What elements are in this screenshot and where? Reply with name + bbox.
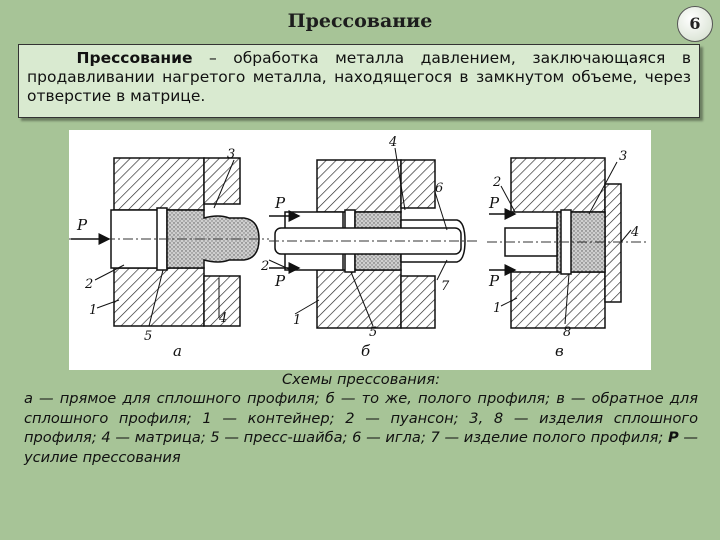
caption-body: [24, 389, 698, 467]
scheme-b: [260, 135, 479, 360]
label-2: 2: [493, 175, 502, 190]
container-part: [114, 158, 204, 210]
caption-title: Схемы прессования:: [281, 371, 440, 388]
label-3: 3: [227, 147, 236, 162]
label-2: 2: [261, 259, 270, 274]
label-8: 8: [563, 325, 572, 340]
label-7: 7: [441, 279, 450, 294]
container-part: [114, 268, 204, 326]
figure-caption: [24, 370, 698, 467]
force-label: P: [77, 216, 88, 234]
force-label: P: [489, 272, 500, 290]
panel-label-b: б: [361, 342, 371, 360]
page-number-badge: 6: [677, 6, 713, 42]
label-5: 5: [144, 329, 153, 344]
label-6: 6: [435, 181, 444, 196]
label-1: 1: [293, 313, 302, 328]
label-1: 1: [89, 303, 98, 318]
container-part: [511, 158, 605, 212]
caption-legend: а — прямое для сплошного профиля; б — то же, полого профиля; в — обратное для сплошного профиля; 1 — контейнер; 2 — пуансон; 3, 8 — изделия сплошного профиля; 4 — матрица; 5 — пресс-шайба; 6 — игла; 7 — изделие полого профиля;: [24, 390, 698, 447]
container-part: [317, 270, 401, 328]
caption-force-text: — усилие прессования: [24, 429, 698, 466]
force-label: P: [489, 194, 500, 212]
label-4: 4: [389, 135, 398, 150]
definition-text: – обработка металла давлением, заключающаяся в продавливании нагретого металла, находящегося в замкнутом объеме, через отверстие в матрице.: [27, 49, 692, 105]
label-1: 1: [493, 301, 502, 316]
force-label: P: [275, 272, 286, 290]
scheme-c: [487, 149, 647, 360]
pressing-schemes-figure: [69, 130, 651, 370]
force-label: P: [275, 194, 286, 212]
leader-1: [295, 300, 319, 314]
label-4: 4: [631, 225, 640, 240]
die-holder: [605, 184, 621, 302]
leader-4: [621, 230, 631, 242]
caption-force-symbol: Р: [668, 429, 679, 447]
label-2: 2: [85, 277, 94, 292]
die-part: [204, 158, 240, 204]
slide-title: Прессование: [287, 10, 433, 32]
definition-term: Прессование: [76, 49, 193, 67]
label-4: 4: [219, 311, 228, 326]
scheme-a: [69, 147, 269, 360]
container-part: [511, 272, 605, 328]
label-5: 5: [369, 325, 378, 340]
panel-label-a: а: [173, 342, 182, 360]
definition-box: [18, 44, 700, 118]
die-part: [401, 276, 435, 328]
container-part: [317, 160, 401, 212]
label-3: 3: [619, 149, 628, 164]
panel-label-c: в: [555, 342, 564, 360]
die-part: [401, 160, 435, 208]
leader-7: [437, 260, 447, 280]
